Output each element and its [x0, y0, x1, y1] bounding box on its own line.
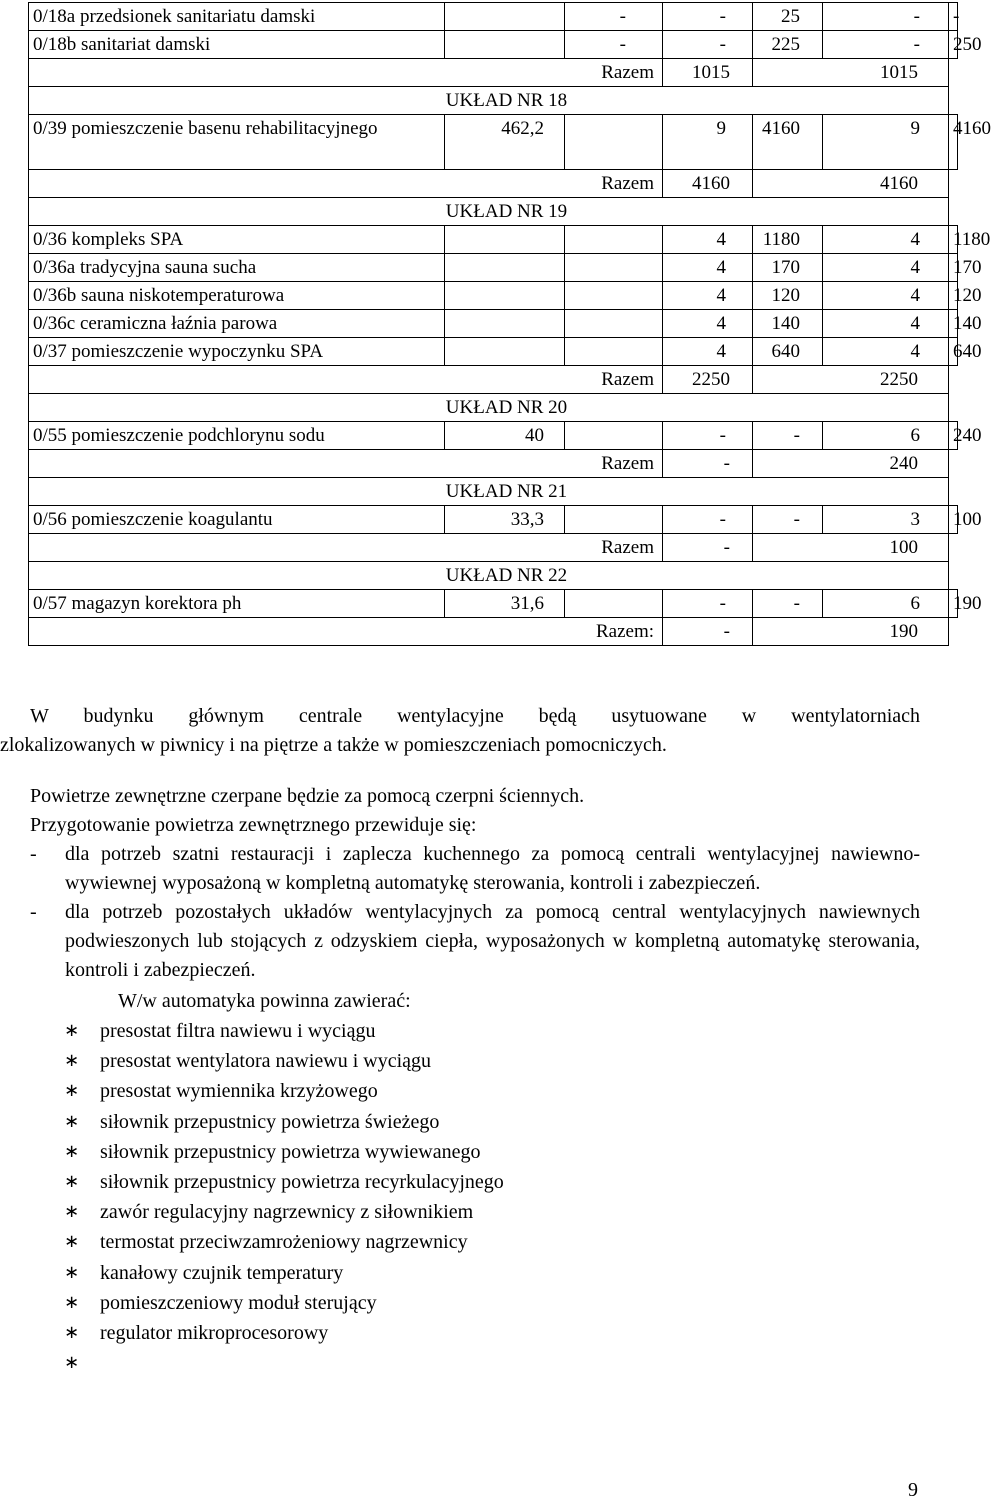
- list-item: [0, 1197, 920, 1227]
- value-cell: [445, 254, 565, 282]
- table-row: [29, 31, 958, 59]
- value-cell: 3: [823, 506, 949, 534]
- list-item-text: pomieszczeniowy moduł sterujący: [100, 1291, 377, 1314]
- sum-row: [29, 450, 958, 478]
- value-cell: 33,3: [445, 506, 565, 534]
- value-cell: 9: [663, 115, 753, 170]
- sum-row: [29, 534, 958, 562]
- value-cell: [445, 282, 565, 310]
- sum-row: [29, 59, 958, 87]
- room-name-cell: 0/56 pomieszczenie koagulantu: [29, 506, 445, 534]
- asterisk-bullet-icon: ∗: [64, 1020, 80, 1041]
- value-cell: [565, 338, 663, 366]
- list-item: [0, 1167, 920, 1197]
- value-cell: 6: [823, 422, 949, 450]
- value-cell: [565, 282, 663, 310]
- sum-label-cell: Razem: [29, 534, 663, 562]
- dash-bullet: -: [30, 901, 37, 923]
- value-cell: 4: [823, 282, 949, 310]
- list-item: [0, 1258, 920, 1288]
- value-cell: 31,6: [445, 590, 565, 618]
- automation-list: [0, 1016, 920, 1378]
- list-item-text: presostat wentylatora nawiewu i wyciągu: [100, 1050, 432, 1073]
- table-row: [29, 310, 958, 338]
- list-item: [0, 1288, 920, 1318]
- section-header-row: [29, 478, 958, 506]
- value-cell: -: [823, 31, 949, 59]
- value-cell: -: [663, 31, 753, 59]
- section-title-cell: UKŁAD NR 21: [29, 478, 949, 506]
- value-cell: -: [753, 590, 823, 618]
- asterisk-bullet-icon: ∗: [64, 1170, 80, 1192]
- asterisk-bullet-icon: ∗: [64, 1201, 80, 1223]
- list-item: [0, 1016, 920, 1046]
- value-cell: 4: [823, 226, 949, 254]
- value-cell: 640: [949, 338, 958, 366]
- value-cell: 190: [949, 590, 958, 618]
- sum-label-cell: Razem: [29, 59, 663, 87]
- value-cell: [445, 310, 565, 338]
- value-cell: 4: [663, 254, 753, 282]
- value-cell: 4: [663, 226, 753, 254]
- sum-row: [29, 618, 958, 646]
- section-title-cell: UKŁAD NR 20: [29, 394, 949, 422]
- table-row: [29, 590, 958, 618]
- description-text: [0, 702, 920, 1378]
- value-cell: 4: [663, 338, 753, 366]
- room-name-cell: 0/36b sauna niskotemperaturowa: [29, 282, 445, 310]
- value-cell: 240: [949, 422, 958, 450]
- ventilation-units-table: [28, 2, 991, 646]
- value-cell: 4: [663, 310, 753, 338]
- value-cell: 25: [753, 3, 823, 31]
- asterisk-bullet-icon: ∗: [64, 1140, 80, 1162]
- section-title-cell: UKŁAD NR 18: [29, 87, 949, 115]
- asterisk-bullet-icon: ∗: [64, 1352, 80, 1374]
- value-cell: 120: [753, 282, 823, 310]
- value-cell: 4160: [949, 115, 958, 170]
- table-row: [29, 422, 958, 450]
- list-item-text: regulator mikroprocesorowy: [100, 1321, 329, 1344]
- value-cell: -: [753, 506, 823, 534]
- sum-label-cell: Razem: [29, 170, 663, 198]
- room-name-cell: 0/55 pomieszczenie podchlorynu sodu: [29, 422, 445, 450]
- sum-label-cell: Razem: [29, 450, 663, 478]
- table-row: [29, 254, 958, 282]
- list-item: [0, 1137, 920, 1167]
- paragraph-location-line2: zlokalizowanych w piwnicy i na piętrze a także w pomieszczeniach pomocniczych.: [0, 734, 667, 756]
- value-cell: 120: [949, 282, 958, 310]
- list-item: [0, 1348, 920, 1378]
- value-cell: [445, 226, 565, 254]
- list-item-text: siłownik przepustnicy powietrza recyrkulacyjnego: [100, 1170, 504, 1193]
- dash-list-item: [0, 898, 920, 985]
- value-cell: 4160: [753, 115, 823, 170]
- room-name-cell: 0/36a tradycyjna sauna sucha: [29, 254, 445, 282]
- value-cell: -: [663, 3, 753, 31]
- section-header-row: [29, 394, 958, 422]
- value-cell: [445, 31, 565, 59]
- value-cell: -: [663, 422, 753, 450]
- value-cell: -: [565, 31, 663, 59]
- value-cell: 1180: [753, 226, 823, 254]
- table-row: [29, 338, 958, 366]
- sum-value-cell: 2250: [753, 366, 949, 394]
- table-row: [29, 3, 958, 31]
- room-name-cell: 0/18b sanitariat damski: [29, 31, 445, 59]
- room-name-cell: 0/18a przedsionek sanitariatu damski: [29, 3, 445, 31]
- paragraph-location-line1: W budynku głównym centrale wentylacyjne będą usytuowane w wentylatorniach: [30, 705, 920, 727]
- value-cell: -: [949, 3, 958, 31]
- paragraph-intake: Powietrze zewnętrzne czerpane będzie za pomocą czerpni ściennych.: [30, 785, 585, 807]
- page-number: 9: [908, 1479, 918, 1501]
- value-cell: 640: [753, 338, 823, 366]
- sum-value-cell: -: [663, 618, 753, 646]
- list-item: [0, 1227, 920, 1257]
- section-header-row: [29, 562, 958, 590]
- sum-value-cell: 4160: [663, 170, 753, 198]
- room-name-cell: 0/37 pomieszczenie wypoczynku SPA: [29, 338, 445, 366]
- asterisk-bullet-icon: ∗: [64, 1080, 80, 1102]
- sum-label-cell: Razem:: [29, 618, 663, 646]
- sum-value-cell: 1015: [663, 59, 753, 87]
- value-cell: 40: [445, 422, 565, 450]
- list-item-text: siłownik przepustnicy powietrza wywiewanego: [100, 1140, 481, 1163]
- dash-list-item: [0, 840, 920, 898]
- sum-value-cell: 190: [753, 618, 949, 646]
- room-name-cell: 0/36c ceramiczna łaźnia parowa: [29, 310, 445, 338]
- value-cell: [565, 590, 663, 618]
- value-cell: 9: [823, 115, 949, 170]
- value-cell: [565, 506, 663, 534]
- asterisk-bullet-icon: ∗: [64, 1321, 80, 1343]
- value-cell: [565, 115, 663, 170]
- value-cell: 462,2: [445, 115, 565, 170]
- sum-row: [29, 170, 958, 198]
- value-cell: [445, 3, 565, 31]
- room-name-cell: 0/57 magazyn korektora ph: [29, 590, 445, 618]
- asterisk-bullet-icon: ∗: [64, 1231, 80, 1253]
- sum-value-cell: 100: [753, 534, 949, 562]
- list-item-text: termostat przeciwzamrożeniowy nagrzewnicy: [100, 1231, 468, 1254]
- sum-value-cell: 4160: [753, 170, 949, 198]
- asterisk-bullet-icon: ∗: [64, 1050, 80, 1072]
- paragraph-preparation: Przygotowanie powietrza zewnętrznego przewiduje się:: [30, 814, 477, 836]
- asterisk-bullet-icon: ∗: [64, 1291, 80, 1313]
- value-cell: -: [663, 506, 753, 534]
- value-cell: 4: [663, 282, 753, 310]
- list-item: [0, 1046, 920, 1076]
- sum-value-cell: -: [663, 450, 753, 478]
- sum-value-cell: 1015: [753, 59, 949, 87]
- sum-row: [29, 366, 958, 394]
- list-item-text: kanałowy czujnik temperatury: [100, 1261, 344, 1284]
- table-row: [29, 282, 958, 310]
- value-cell: 170: [949, 254, 958, 282]
- sum-value-cell: -: [663, 534, 753, 562]
- value-cell: 170: [753, 254, 823, 282]
- list-item: [0, 1076, 920, 1106]
- value-cell: 100: [949, 506, 958, 534]
- list-item: [0, 1318, 920, 1348]
- value-cell: [565, 422, 663, 450]
- sum-value-cell: 2250: [663, 366, 753, 394]
- dash-list: [0, 840, 920, 985]
- paragraph-location: [0, 702, 920, 760]
- sum-value-cell: 240: [753, 450, 949, 478]
- value-cell: -: [753, 422, 823, 450]
- section-header-row: [29, 198, 958, 226]
- value-cell: -: [565, 3, 663, 31]
- section-title-cell: UKŁAD NR 22: [29, 562, 949, 590]
- table-row: [29, 506, 958, 534]
- automation-heading: W/w automatyka powinna zawierać:: [118, 990, 411, 1012]
- value-cell: 225: [753, 31, 823, 59]
- dash-bullet: -: [30, 843, 37, 865]
- value-cell: 4: [823, 310, 949, 338]
- value-cell: 6: [823, 590, 949, 618]
- value-cell: [565, 226, 663, 254]
- list-item: [0, 1107, 920, 1137]
- dash-item-text: dla potrzeb pozostałych układów wentylacyjnych za pomocą central wentylacyjnych nawiewnych podwieszonych lub stojących z odzyskiem ciepła, wyposażonych w kompletną automatykę sterowania, kontroli i zabezpieczeń.: [65, 901, 920, 981]
- list-item-text: presostat filtra nawiewu i wyciągu: [100, 1020, 376, 1042]
- value-cell: [565, 310, 663, 338]
- asterisk-bullet-icon: ∗: [64, 1110, 80, 1132]
- room-name-cell: 0/36 kompleks SPA: [29, 226, 445, 254]
- value-cell: 140: [753, 310, 823, 338]
- table-row: [29, 226, 958, 254]
- value-cell: 140: [949, 310, 958, 338]
- list-item-text: siłownik przepustnicy powietrza świeżego: [100, 1110, 440, 1133]
- value-cell: 4: [823, 338, 949, 366]
- dash-item-text: dla potrzeb szatni restauracji i zaplecza kuchennego za pomocą centrali wentylacyjnej nawiewno-wywiewnej wyposażoną w kompletną automatykę sterowania, kontroli i zabezpieczeń.: [65, 843, 920, 894]
- value-cell: -: [823, 3, 949, 31]
- value-cell: [565, 254, 663, 282]
- section-title-cell: UKŁAD NR 19: [29, 198, 949, 226]
- table-row: [29, 115, 958, 170]
- list-item-text: presostat wymiennika krzyżowego: [100, 1080, 378, 1103]
- asterisk-bullet-icon: ∗: [64, 1261, 80, 1283]
- value-cell: [445, 338, 565, 366]
- value-cell: -: [663, 590, 753, 618]
- sum-label-cell: Razem: [29, 366, 663, 394]
- value-cell: 4: [823, 254, 949, 282]
- section-header-row: [29, 87, 958, 115]
- list-item-text: zawór regulacyjny nagrzewnicy z siłownikiem: [100, 1201, 474, 1224]
- room-name-cell: 0/39 pomieszczenie basenu rehabilitacyjnego: [29, 115, 445, 170]
- value-cell: 1180: [949, 226, 958, 254]
- value-cell: 250: [949, 31, 958, 59]
